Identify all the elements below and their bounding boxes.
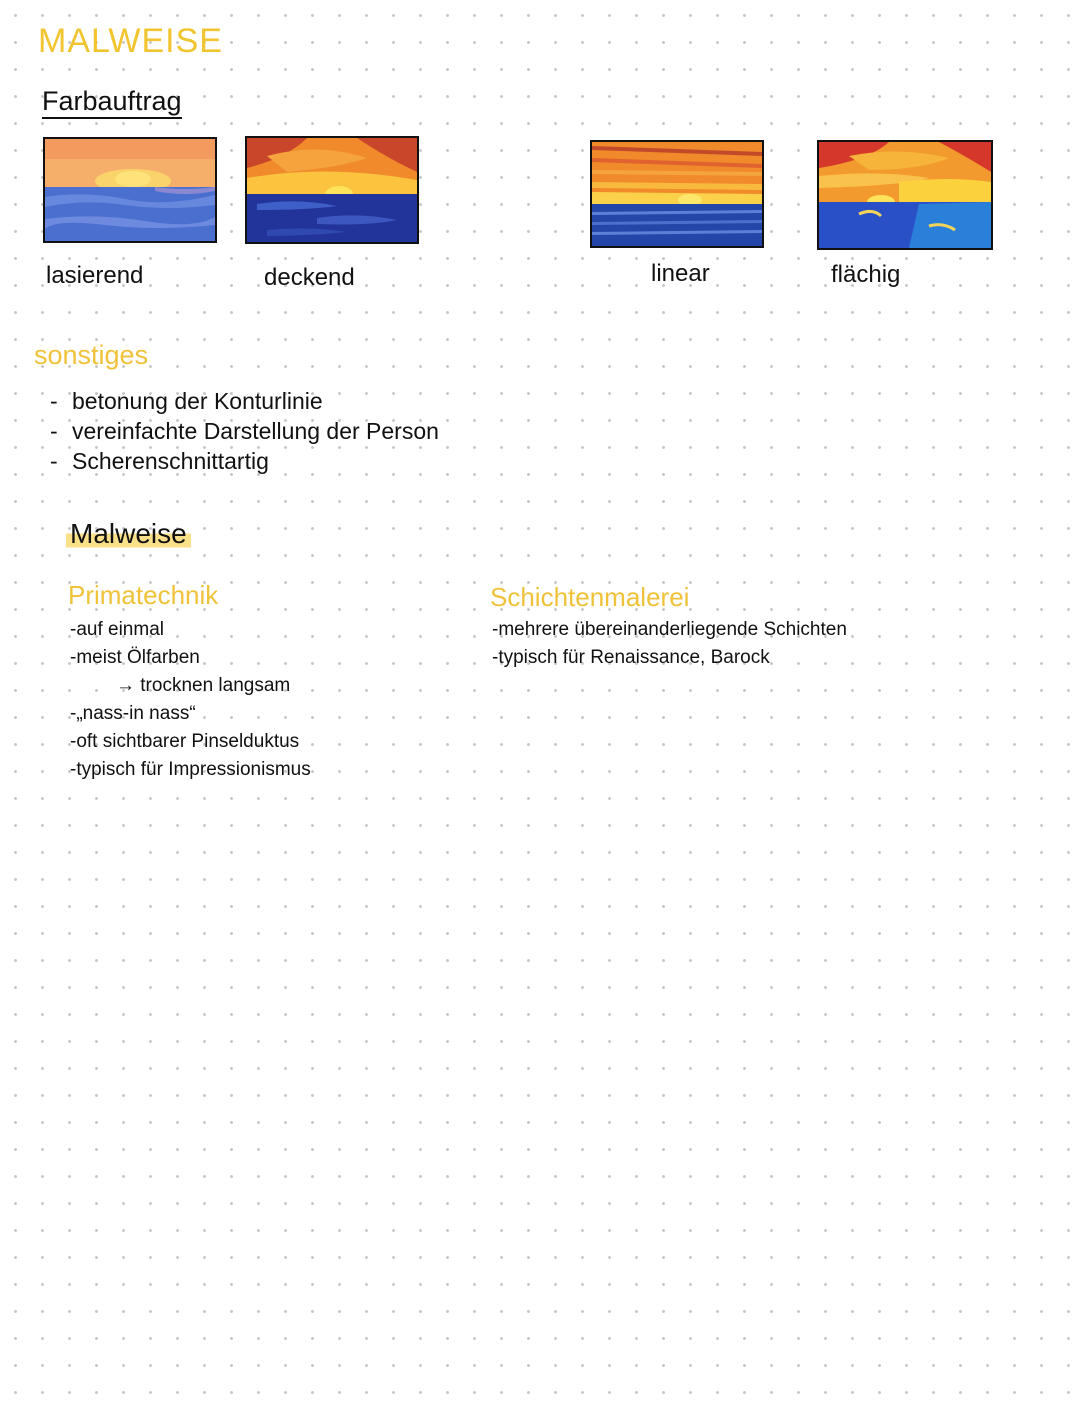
list-item: - vereinfachte Darstellung der Person <box>50 416 439 446</box>
section-heading-farbauftrag: Farbauftrag <box>42 86 182 119</box>
heading-schichtenmalerei: Schichtenmalerei <box>490 582 690 612</box>
heading-primatechnik: Primatechnik <box>68 580 219 610</box>
section-heading-malweise: Malweise <box>66 518 191 550</box>
section-heading-sonstiges: sonstiges <box>34 340 149 370</box>
label-flaechig: flächig <box>831 261 901 288</box>
sunset-painting-linear <box>590 140 764 248</box>
list-item: → trocknen langsam <box>116 675 291 696</box>
list-item: -meist Ölfarben <box>70 647 200 668</box>
sunset-painting-flaechig <box>817 140 993 250</box>
list-item: -typisch für Renaissance, Barock <box>492 647 770 668</box>
page-title: MALWEISE <box>38 22 223 60</box>
list-item: - Scherenschnittartig <box>50 446 439 476</box>
sunset-painting-lasierend <box>43 137 217 243</box>
sonstiges-list <box>50 386 439 476</box>
label-deckend: deckend <box>264 264 355 291</box>
list-item: -typisch für Impressionismus <box>70 759 311 780</box>
schichtenmalerei-list <box>492 616 847 672</box>
list-item: -oft sichtbarer Pinselduktus <box>70 731 300 752</box>
list-item: -auf einmal <box>70 619 164 640</box>
label-linear: linear <box>651 260 710 287</box>
list-item: - betonung der Konturlinie <box>50 386 439 416</box>
sunset-painting-deckend <box>245 136 419 244</box>
list-item: -„nass-in nass“ <box>70 703 196 724</box>
primatechnik-list <box>70 616 311 784</box>
list-item: -mehrere übereinanderliegende Schichten <box>492 619 847 640</box>
label-lasierend: lasierend <box>46 262 144 289</box>
